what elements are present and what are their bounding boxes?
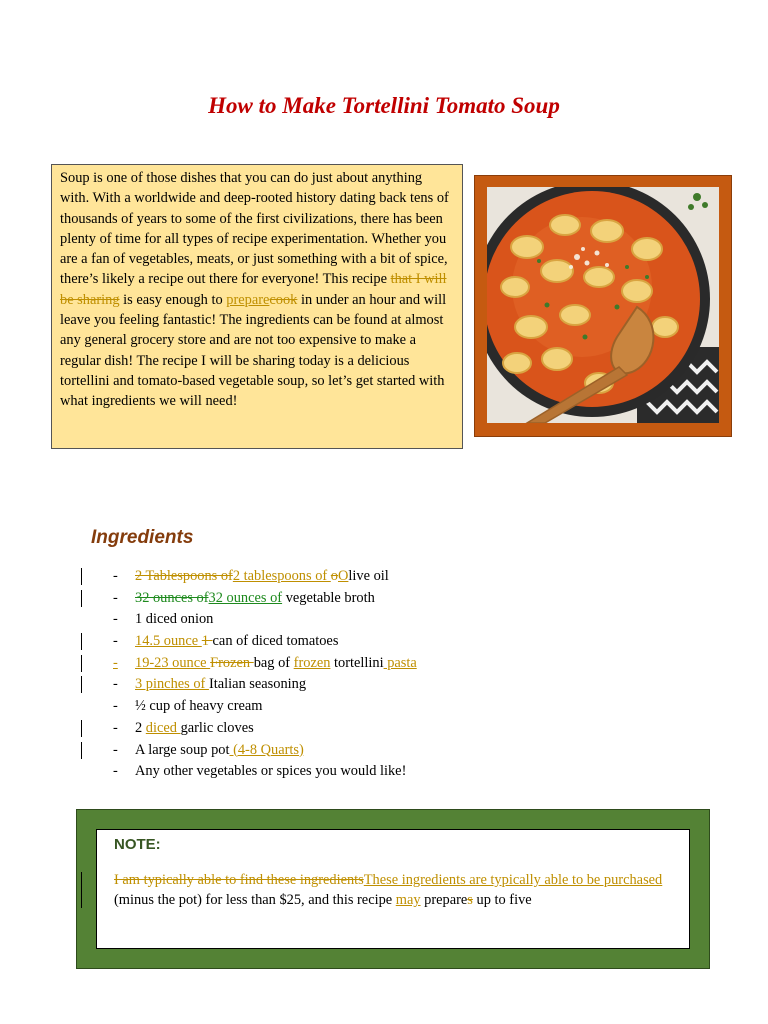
ingredient-rest: vegetable broth [282,589,375,606]
inserted-text: diced [145,719,181,736]
inserted-text: prepare [226,291,270,308]
list-bullet: - [113,654,118,671]
ingredient-text [135,740,304,762]
deleted-text: cook [269,291,298,308]
change-bar [81,655,82,672]
ingredient-text [135,674,306,696]
intro-paragraph-box [51,164,463,449]
inserted-text: These ingredients are typically able to be purchased [363,872,663,888]
inserted-text: 14.5 ounce [135,633,202,650]
inserted-text: O [338,568,349,584]
list-bullet: - [113,698,118,715]
inserted-text: 32 ounces of [208,589,283,606]
ingredient-rest: garlic cloves [180,719,254,736]
change-bar [81,872,82,908]
ingredient-rest: Italian seasoning [208,676,307,693]
deleted-text: s [467,892,473,908]
note-text [114,870,680,910]
deleted-text: 1 [201,633,213,650]
list-bullet: - [113,719,118,736]
note-body: (minus the pot) for less than $25, and this recipe [114,892,396,908]
ingredient-rest: bag of [253,654,294,671]
note-label: NOTE: [114,836,161,853]
deleted-text: o [330,568,338,584]
note-body: up to five [472,892,532,908]
ingredients-heading: Ingredients [91,527,194,548]
change-bar [81,633,82,650]
inserted-text: 3 pinches of [135,676,209,693]
deleted-text: 32 ounces of [135,589,209,606]
deleted-text: I am typically able to find these ingredients [114,872,364,888]
page-title: How to Make Tortellini Tomato Soup [208,93,560,118]
change-bar [81,720,82,737]
intro-text: in under an hour and will leave you feeling fantastic! The ingredients can be found at almost any general grocery store and are not too expensive to make a regular dish! The recipe I will be sharing today is a delicious tortellini and tomato-based vegetable soup, so let’s get started with what ingredients we will need! [60,291,447,410]
list-bullet: - [113,633,118,650]
ingredient-rest: can of diced tomatoes [212,633,339,650]
deleted-text: Frozen [210,654,254,671]
list-bullet: - [113,741,118,758]
ingredient-rest: tortellini [330,654,384,671]
inserted-text: pasta [383,654,417,671]
note-frame [76,809,710,969]
list-bullet: - [113,611,118,628]
intro-text: Soup is one of those dishes that you can do just about anything with. With a worldwide and deep-rooted history dating back tens of thousands of years to some of the first civilizations, there has been plenty of time for all types of recipe experimentation. Whether you are a fan of vegetables, meats, or just something with a bit of spice, there’s likely a recipe out there for everyone! This recipe [60,170,449,288]
ingredient-text [135,718,254,740]
soup-photo [487,187,719,423]
list-bullet: - [113,676,118,693]
intro-text: is easy enough to [119,291,227,308]
change-bar [81,568,82,585]
change-bar [81,590,82,607]
deleted-text: that I will be sharing [60,271,447,308]
soup-illustration [487,187,719,423]
list-bullet: - [113,763,118,780]
ingredient-text [135,631,338,653]
ingredient-rest: 2 [135,719,146,736]
ingredient-text: ½ cup of heavy cream [135,698,263,715]
ingredient-text [135,653,417,675]
inserted-text: 19-23 ounce [135,654,211,671]
ingredient-text [135,588,375,610]
ingredient-text: Any other vegetables or spices you would like! [135,763,407,780]
inserted-text: frozen [293,654,331,671]
ingredient-text: 1 diced onion [135,611,214,628]
change-bar [81,676,82,693]
ingredient-rest: live oil [348,568,389,584]
ingredient-text [135,566,389,588]
ingredient-rest: A large soup pot [135,741,230,758]
inserted-text: 2 tablespoons of [232,568,331,584]
note-box [96,829,690,949]
note-body: prepare [420,892,468,908]
inserted-text: (4-8 Quarts) [229,741,304,758]
soup-photo-frame [474,175,732,437]
deleted-text: 2 Tablespoons of [135,568,233,584]
list-bullet: - [113,589,118,606]
change-bar [81,742,82,759]
inserted-text: may [395,892,421,908]
list-bullet: - [113,568,118,584]
